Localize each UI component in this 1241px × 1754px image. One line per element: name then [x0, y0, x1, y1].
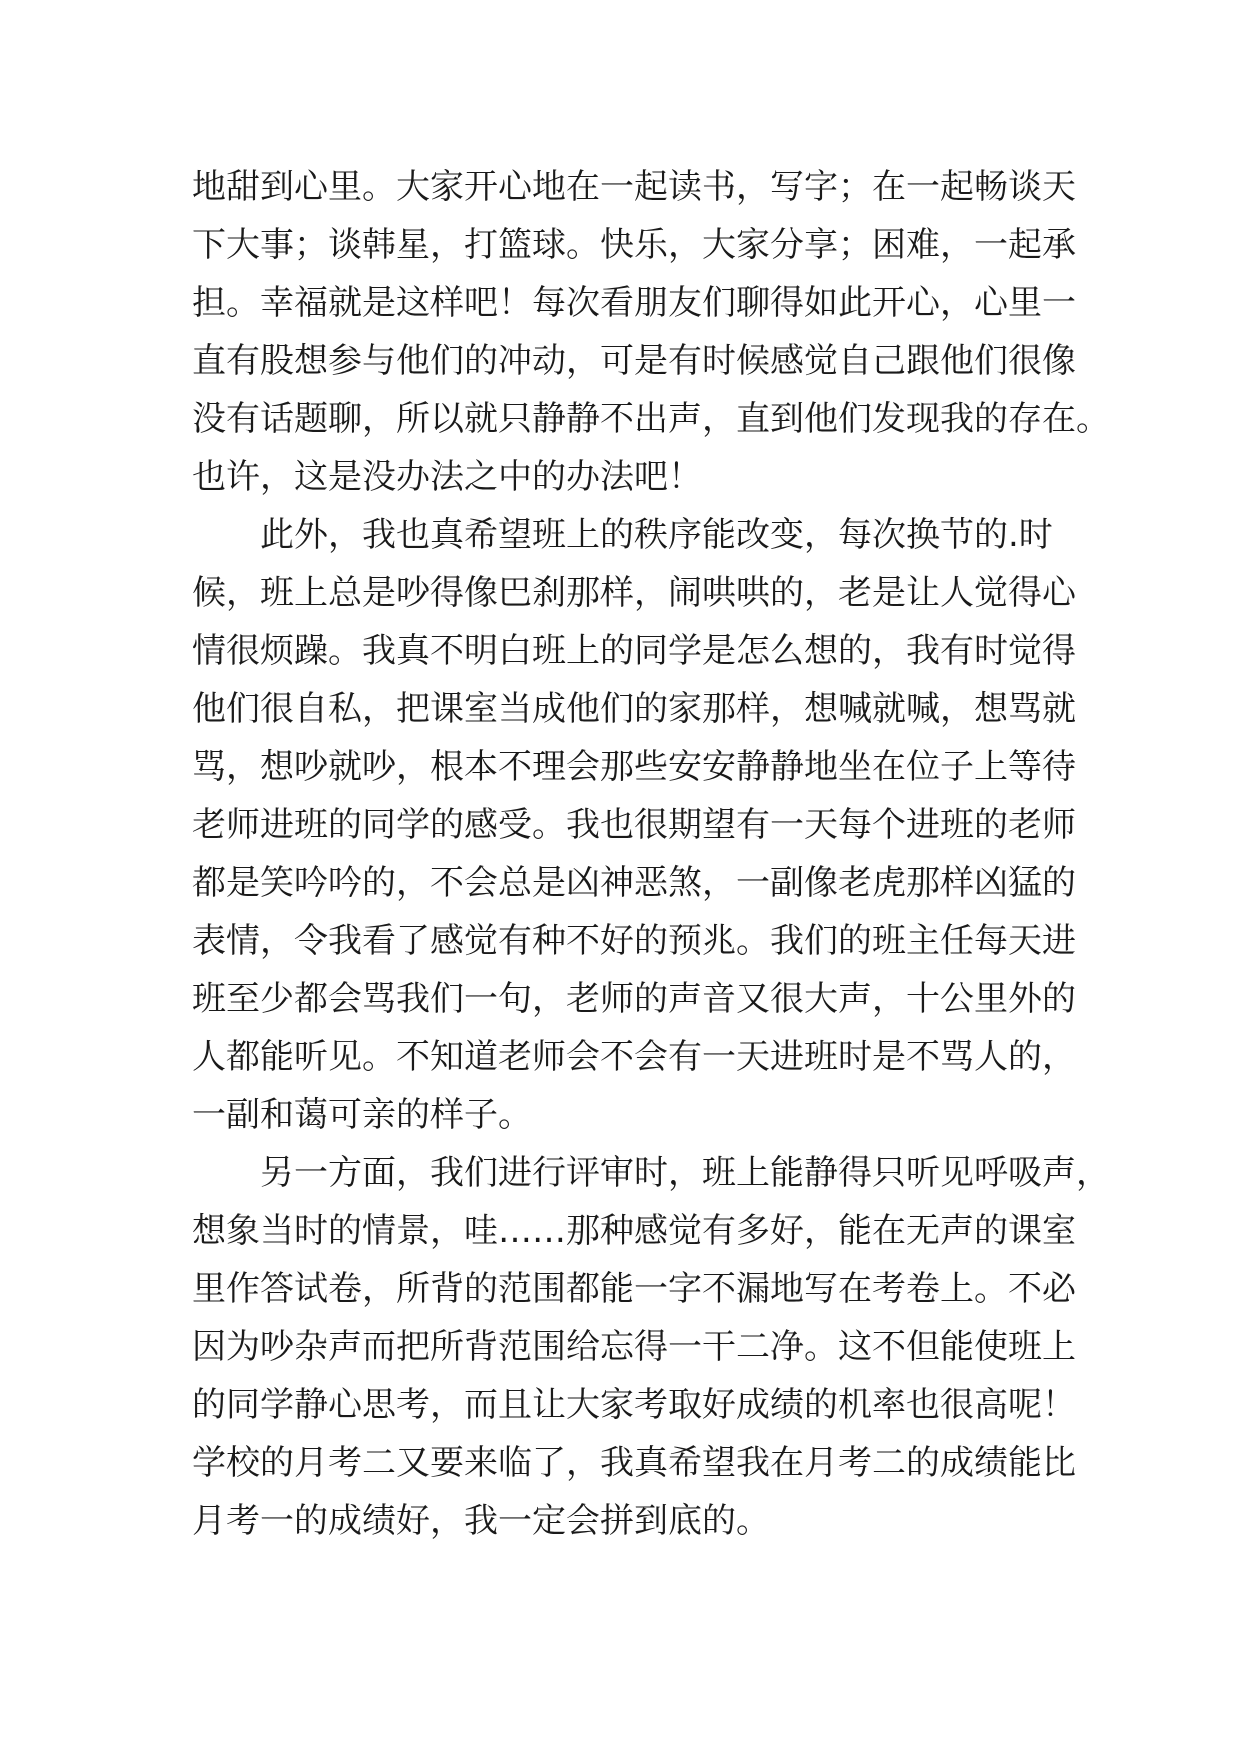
- paragraph-start-line: 此外，我也真希望班上的秩序能改变，每次换节的.时: [192, 515, 1053, 555]
- text-line: 学校的月考二又要来临了，我真希望我在月考二的成绩能比: [192, 1443, 1076, 1483]
- text-line: 下大事；谈韩星，打篮球。快乐，大家分享；困难，一起承: [192, 225, 1076, 265]
- text-line: 月考一的成绩好，我一定会拼到底的。: [192, 1501, 770, 1541]
- text-line: 里作答试卷，所背的范围都能一字不漏地写在考卷上。不必: [192, 1269, 1076, 1309]
- text-line: 地甜到心里。大家开心地在一起读书，写字；在一起畅谈天: [192, 167, 1076, 207]
- text-line: 人都能听见。不知道老师会不会有一天进班时是不骂人的，: [192, 1037, 1076, 1077]
- text-line: 也许，这是没办法之中的办法吧！: [192, 457, 702, 497]
- text-line: 表情，令我看了感觉有种不好的预兆。我们的班主任每天进: [192, 921, 1076, 961]
- text-line: 候，班上总是吵得像巴刹那样，闹哄哄的，老是让人觉得心: [192, 573, 1076, 613]
- text-line: 班至少都会骂我们一句，老师的声音又很大声，十公里外的: [192, 979, 1076, 1019]
- text-line: 情很烦躁。我真不明白班上的同学是怎么想的，我有时觉得: [192, 631, 1076, 671]
- text-line: 直有股想参与他们的冲动，可是有时候感觉自己跟他们很像: [192, 341, 1076, 381]
- text-line: 担。幸福就是这样吧！每次看朋友们聊得如此开心，心里一: [192, 283, 1076, 323]
- paragraph-start-line: 另一方面，我们进行评审时，班上能静得只听见呼吸声，: [192, 1153, 1110, 1193]
- text-line: 没有话题聊，所以就只静静不出声，直到他们发现我的存在。: [192, 399, 1110, 439]
- text-line: 老师进班的同学的感受。我也很期望有一天每个进班的老师: [192, 805, 1076, 845]
- text-line: 想象当时的情景，哇……那种感觉有多好，能在无声的课室: [192, 1211, 1076, 1251]
- text-line: 都是笑吟吟的，不会总是凶神恶煞，一副像老虎那样凶猛的: [192, 863, 1076, 903]
- text-line: 骂，想吵就吵，根本不理会那些安安静静地坐在位子上等待: [192, 747, 1076, 787]
- text-line: 一副和蔼可亲的样子。: [192, 1095, 532, 1135]
- document-body: [192, 158, 1110, 1550]
- text-line: 的同学静心思考，而且让大家考取好成绩的机率也很高呢！: [192, 1385, 1076, 1425]
- text-line: 他们很自私，把课室当成他们的家那样，想喊就喊，想骂就: [192, 689, 1076, 729]
- text-line: 因为吵杂声而把所背范围给忘得一干二净。这不但能使班上: [192, 1327, 1076, 1367]
